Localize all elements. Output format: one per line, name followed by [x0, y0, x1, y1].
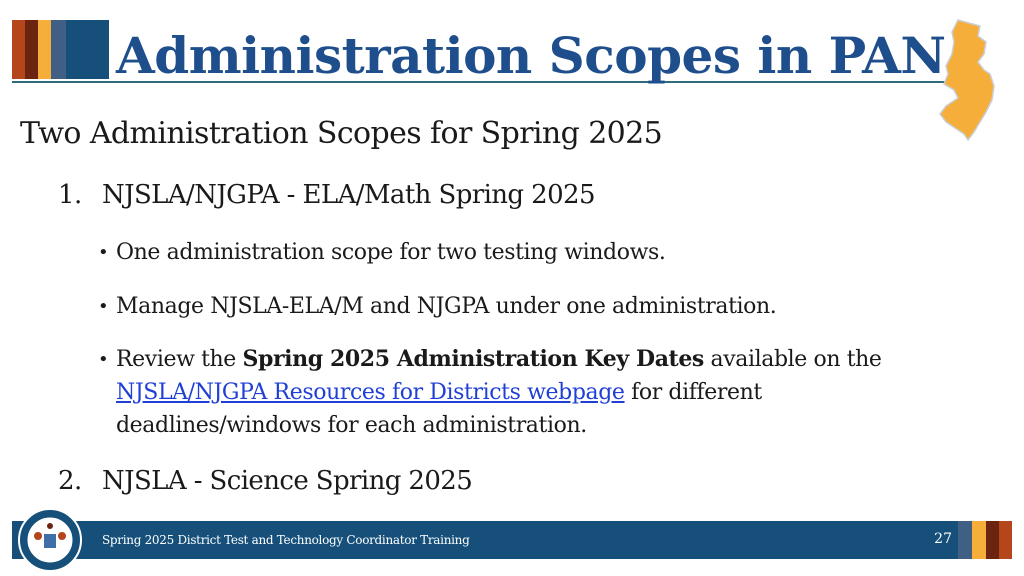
bullet-item [98, 290, 898, 323]
bullet-item [98, 236, 898, 269]
list-number: 2. [58, 466, 82, 496]
text-middle: available on the [703, 347, 882, 372]
page-title: Administration Scopes in PAN [116, 26, 946, 85]
bullet-text: Manage NJSLA-ELA/M and NJGPA under one administration. [116, 294, 777, 319]
text-prefix: Review the [116, 347, 243, 372]
nj-department-of-education-seal-icon [14, 506, 98, 574]
list-number: 1. [58, 180, 82, 210]
list-label: NJSLA - Science Spring 2025 [102, 466, 473, 496]
resources-link[interactable]: NJSLA/NJGPA Resources for Districts webpage [116, 380, 625, 405]
text-suffix: for different deadlines/windows for each administration. [116, 380, 762, 438]
page-number: 27 [934, 531, 952, 547]
key-dates-bold: Spring 2025 Administration Key Dates [242, 346, 704, 372]
bullet-item [98, 343, 898, 442]
bullet-icon: • [98, 242, 109, 263]
bullet-icon: • [98, 296, 109, 317]
bullet-text: One administration scope for two testing windows. [116, 240, 666, 265]
bullet-text [116, 343, 898, 442]
footer-color-bars [958, 521, 1012, 559]
list-label: NJSLA/NJGPA - ELA/Math Spring 2025 [102, 180, 595, 210]
subtitle: Two Administration Scopes for Spring 2025 [20, 116, 663, 151]
new-jersey-map-icon [928, 14, 1008, 144]
footer-text: Spring 2025 District Test and Technology Coordinator Training [102, 533, 470, 547]
footer-bar [12, 521, 958, 559]
header-color-bars [12, 20, 109, 79]
bullet-icon: • [98, 349, 109, 370]
